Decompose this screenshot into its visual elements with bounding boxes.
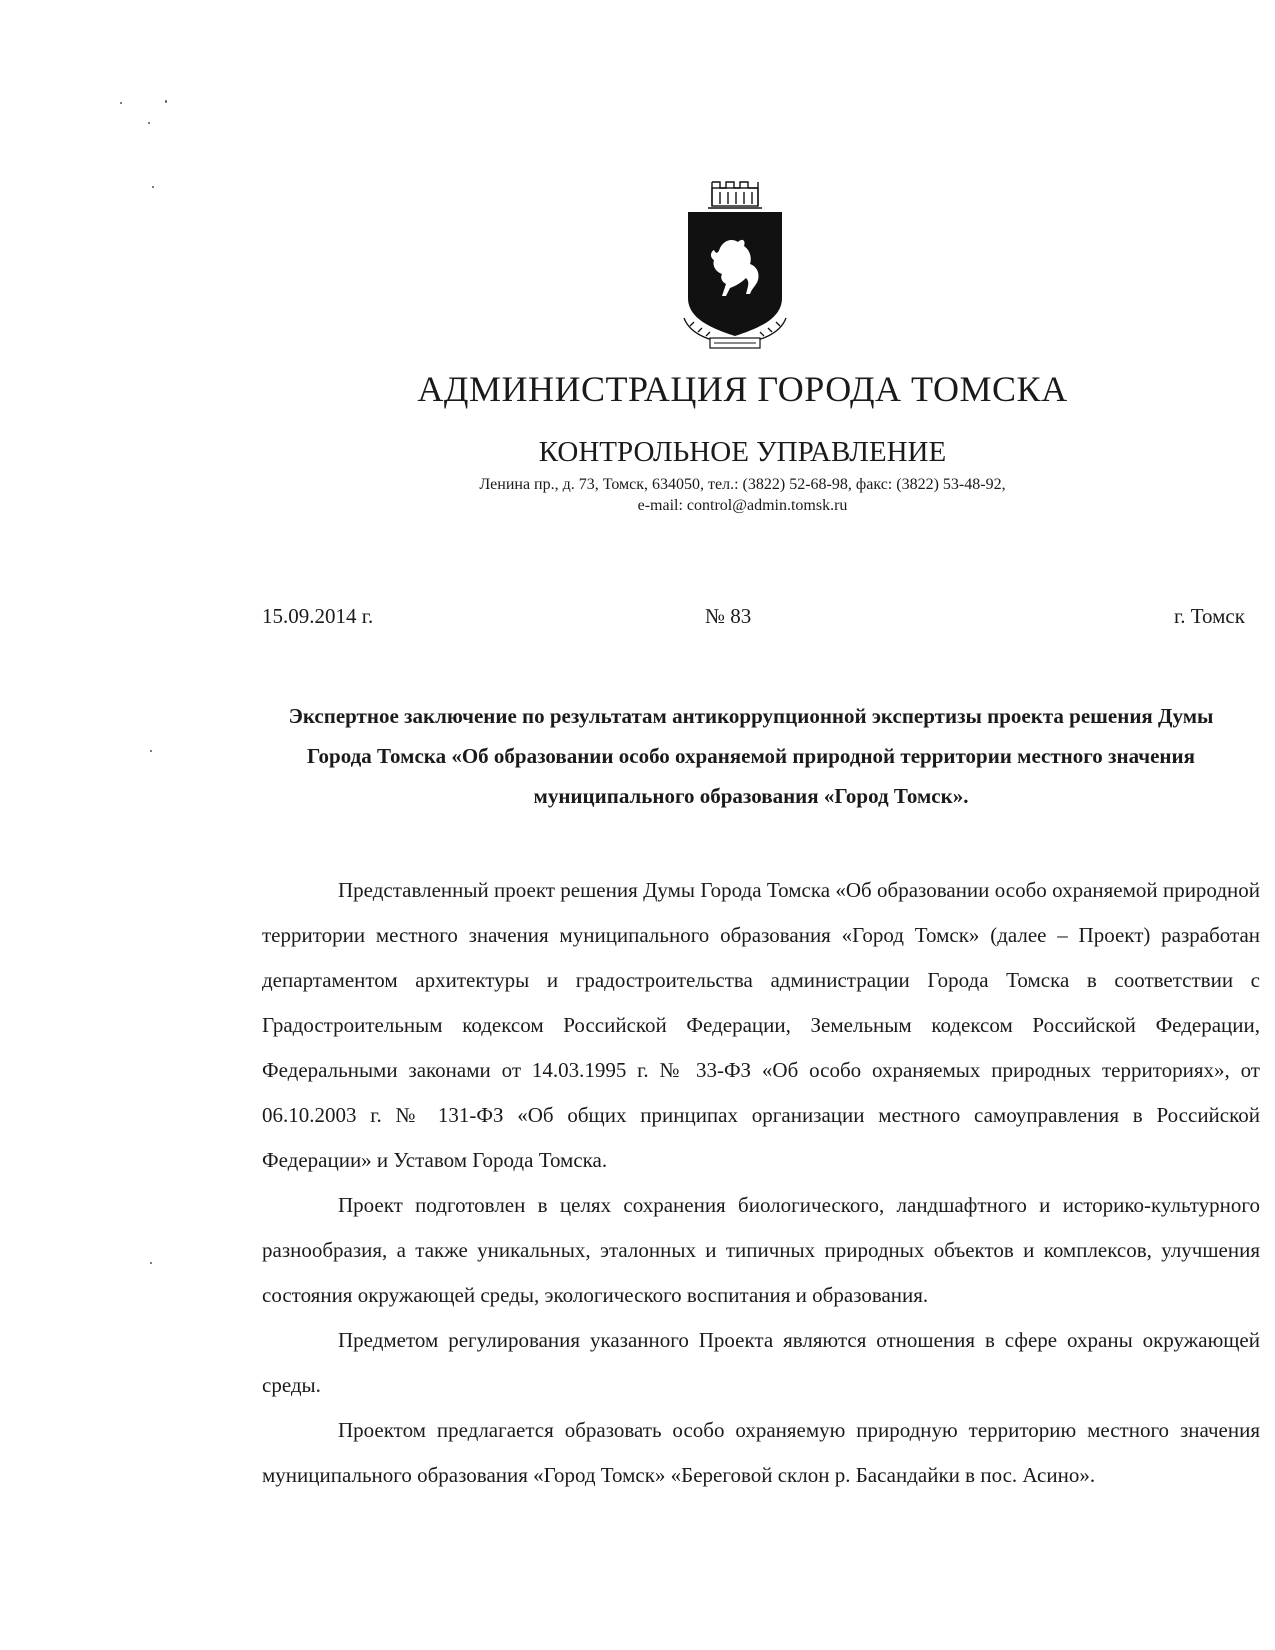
scan-speck (152, 186, 154, 188)
scan-speck (120, 102, 122, 104)
document-date: 15.09.2014 г. (262, 604, 374, 628)
email-line: e-mail: control@admin.tomsk.ru (637, 497, 848, 514)
address-line: Ленина пр., д. 73, Томск, 634050, тел.: (3822) 52-68-98, факс: (3822) 53-48-92, (479, 476, 1006, 493)
department-name: КОНТРОЛЬНОЕ УПРАВЛЕНИЕ (538, 436, 947, 468)
organization-name: АДМИНИСТРАЦИЯ ГОРОДА ТОМСКА (417, 369, 1068, 409)
body-paragraph: Проект подготовлен в целях сохранения биологического, ландшафтного и историко-культурного разнообразия, а также уникальных, эталонных и типичных природных объектов и комплексов, улучшения состояния окружающей среды, экологического воспитания и образования. (262, 1193, 1260, 1307)
scan-speck (148, 122, 150, 124)
tomsk-coat-of-arms-icon (680, 178, 790, 356)
document-city: г. Томск (1174, 604, 1245, 628)
body-paragraph: Предметом регулирования указанного Проекта являются отношения в сфере охраны окружающей среды. (262, 1328, 1260, 1397)
document-body (262, 868, 1260, 1498)
contact-address (0, 474, 1275, 516)
scan-speck (165, 100, 167, 103)
scan-speck (150, 1262, 152, 1264)
document-number: № 83 (705, 604, 752, 628)
document-title: Экспертное заключение по результатам антикоррупционной экспертизы проекта решения Думы Города Томска «Об образовании особо охраняемой природной территории местного значения муниципального образования «Город Томск». (288, 704, 1214, 808)
body-paragraph: Представленный проект решения Думы Города Томска «Об образовании особо охраняемой природной территории местного значения муниципального образования «Город Томск» (далее – Проект) разработан департаментом архитектуры и градостроительства администрации Города Томска в соответствии с Градостроительным кодексом Российской Федерации, Земельным кодексом Российской Федерации, Федеральными законами от 14.03.1995 г. № 33-ФЗ «Об особо охраняемых природных территориях», от 06.10.2003 г. № 131-ФЗ «Об общих принципах организации местного самоуправления в Российской Федерации» и Уставом Города Томска. (262, 878, 1260, 1172)
body-paragraph: Проектом предлагается образовать особо охраняемую природную территорию местного значения муниципального образования «Город Томск» «Береговой склон р. Басандайки в пос. Асино». (262, 1418, 1260, 1487)
scan-speck (150, 750, 152, 752)
